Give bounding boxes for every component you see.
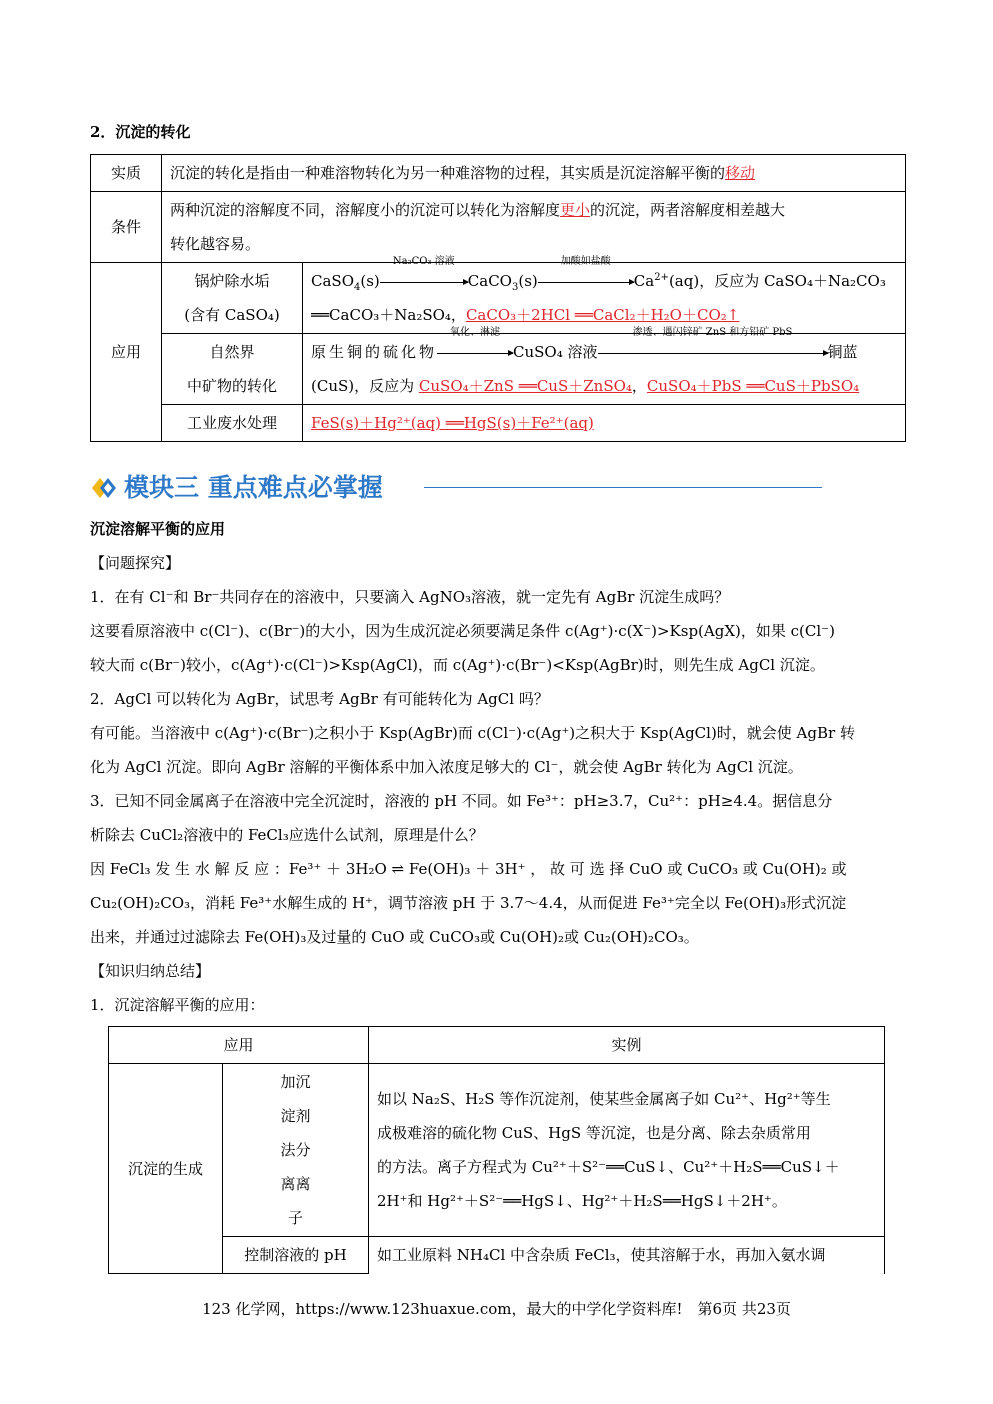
reaction-arrow: 氧化、淋滤 bbox=[437, 335, 513, 369]
header-application: 应用 bbox=[109, 1027, 369, 1064]
boiler-label: 锅炉除水垢 bbox=[194, 272, 270, 290]
mineral-text: 原生铜的硫化物 bbox=[311, 343, 438, 361]
cell-boiler bbox=[162, 263, 303, 334]
condition-text: 两种沉淀的溶解度不同，溶解度小的沉淀可以转化为溶解度 bbox=[170, 201, 561, 219]
cell-mineral bbox=[162, 334, 303, 405]
cell-wastewater: 工业废水处理 bbox=[162, 405, 303, 442]
header-example: 实例 bbox=[369, 1027, 885, 1064]
boiler-eq1: ══CaCO₃＋Na₂SO₄， bbox=[311, 306, 466, 324]
explore-heading: 【问题探究】 bbox=[90, 554, 181, 572]
mineral-text3: 铜蓝 bbox=[827, 343, 858, 361]
answer-1-line2: 较大而 c(Br⁻)较小，c(Ag⁺)·c(Cl⁻)>Ksp(AgCl)，而 c(Ag⁺)·c(Br⁻)<Ksp(AgBr)时，则先生成 AgCl 沉淀。 bbox=[90, 656, 825, 674]
cell-method-example bbox=[369, 1064, 885, 1237]
module-divider bbox=[424, 487, 822, 488]
method-line: 离离 bbox=[280, 1175, 311, 1193]
cell-ph-control: 控制溶液的 pH bbox=[223, 1237, 369, 1274]
cell-method bbox=[223, 1064, 369, 1237]
answer-3-line3: 出来，并通过过滤除去 Fe(OH)₃及过量的 CuO 或 CuCO₃或 Cu(OH)₂或 Cu₂(OH)₂CO₃。 bbox=[90, 928, 699, 946]
method-line: 淀剂 bbox=[280, 1107, 311, 1125]
essence-answer: 移动 bbox=[725, 164, 756, 182]
section-title: 2．沉淀的转化 bbox=[90, 123, 191, 141]
example-line: 2H⁺和 Hg²⁺＋S²⁻══HgS↓、Hg²⁺＋H₂S══HgS↓＋2H⁺。 bbox=[377, 1192, 787, 1210]
page-footer: 123 化学网，https://www.123huaxue.com，最大的中学化学资料库! 第6页 共23页 bbox=[202, 1300, 791, 1318]
mineral-text2: CuSO₄ 溶液 bbox=[513, 343, 598, 361]
summary-item-1: 1．沉淀溶解平衡的应用： bbox=[90, 996, 265, 1014]
cell-head-application: 应用 bbox=[91, 263, 162, 442]
reaction-arrow: 渗透、遇闪锌矿 ZnS 和方铅矿 PbS bbox=[598, 335, 828, 369]
question-2: 2．AgCl 可以转化为 AgBr，试思考 AgBr 有可能转化为 AgCl 吗？ bbox=[90, 690, 549, 708]
method-line: 法分 bbox=[280, 1141, 311, 1159]
condition-text-c: 转化越容易。 bbox=[170, 235, 261, 253]
summary-heading: 【知识归纳总结】 bbox=[90, 962, 211, 980]
boiler-label-sub: (含有 CaSO₄) bbox=[184, 306, 280, 324]
reaction-arrow: Na₂CO₃ 溶液 bbox=[380, 264, 468, 298]
example-line: 如以 Na₂S、H₂S 等作沉淀剂，使某些金属离子如 Cu²⁺、Hg²⁺等生 bbox=[377, 1090, 831, 1108]
cell-ph-example: 如工业原料 NH₄Cl 中含杂质 FeCl₃，使其溶解于水，再加入氨水调 bbox=[369, 1237, 885, 1274]
example-line: 的方法。离子方程式为 Cu²⁺＋S²⁻══CuS↓、Cu²⁺＋H₂S══CuS↓＋ bbox=[377, 1158, 840, 1176]
answer-1-line1: 这要看原溶液中 c(Cl⁻)、c(Br⁻)的大小，因为生成沉淀必须要满足条件 c(Ag⁺)·c(X⁻)>Ksp(AgX)，如果 c(Cl⁻) bbox=[90, 622, 835, 640]
cell-head-condition: 条件 bbox=[91, 192, 162, 263]
example-line: 成极难溶的硫化物 CuS、HgS 等沉淀，也是分离、除去杂质常用 bbox=[377, 1124, 811, 1142]
wastewater-answer: FeS(s)＋Hg²⁺(aq) ══HgS(s)＋Fe²⁺(aq) bbox=[311, 414, 594, 432]
question-1: 1．在有 Cl⁻和 Br⁻共同存在的溶液中，只要滴入 AgNO₃溶液，就一定先有 AgBr 沉淀生成吗？ bbox=[90, 588, 730, 606]
answer-3-line1: 因 FeCl₃ 发 生 水 解 反 应 ：Fe³⁺ ＋ 3H₂O ⇌ Fe(OH)₃ ＋ 3H⁺ ， 故 可 选 择 CuO 或 CuCO₃ 或 Cu(OH)₂ 或 bbox=[90, 860, 847, 878]
mineral-answer2: CuSO₄＋PbS ══CuS＋PbSO₄ bbox=[646, 377, 860, 395]
essence-text: 沉淀的转化是指由一种难溶物转化为另一种难溶物的过程，其实质是沉淀溶解平衡的 bbox=[170, 164, 726, 182]
mineral-label-sub: 中矿物的转化 bbox=[186, 377, 277, 395]
cell-precipitation: 沉淀的生成 bbox=[109, 1064, 223, 1274]
module-title: 模块三 重点难点必掌握 bbox=[124, 473, 383, 502]
answer-3-line2: Cu₂(OH)₂CO₃，消耗 Fe³⁺水解生成的 H⁺，调节溶液 pH 于 3.7～4.4，从而促进 Fe³⁺完全以 Fe(OH)₃形式沉淀 bbox=[90, 894, 847, 912]
cell-mineral-detail: 原生铜的硫化物 氧化、淋滤 CuSO₄ 溶液 渗透、遇闪锌矿 ZnS 和方铅矿 PbS 铜蓝 (CuS)，反应为 CuSO₄＋ZnS ══CuS＋ZnSO₄，CuSO₄＋PbS ══CuS＋PbSO₄ bbox=[303, 334, 906, 405]
cell-boiler-detail: CaSO$_4$(s) Na₂CO₃ 溶液 CaCO$_3$(s) 加酸如盐酸 $Ca^{2+}(aq)$，反应为 CaSO₄＋Na₂CO₃ ══CaCO₃＋Na₂SO₄，CaCO₃＋2HCl ══CaCl₂＋H₂O＋CO₂↑ bbox=[303, 263, 906, 334]
answer-2-line1: 有可能。当溶液中 c(Ag⁺)·c(Br⁻)之积小于 Ksp(AgBr)而 c(Cl⁻)·c(Ag⁺)之积大于 Ksp(AgCl)时，就会使 AgBr 转 bbox=[90, 724, 855, 742]
condition-answer: 更小 bbox=[560, 201, 591, 219]
answer-2-line2: 化为 AgCl 沉淀。即向 AgBr 溶解的平衡体系中加入浓度足够大的 Cl⁻，就会使 AgBr 转化为 AgCl 沉淀。 bbox=[90, 758, 803, 776]
mineral-label: 自然界 bbox=[209, 343, 255, 361]
cell-wastewater-detail bbox=[303, 405, 906, 442]
question-3-line1: 3．已知不同金属离子在溶液中完全沉淀时，溶液的 pH 不同。如 Fe³⁺：pH≥3.7，Cu²⁺：pH≥4.4。据信息分 bbox=[90, 792, 833, 810]
subsection-title: 沉淀溶解平衡的应用 bbox=[90, 520, 226, 538]
cell-head-essence: 实质 bbox=[91, 155, 162, 192]
boiler-answer: CaCO₃＋2HCl ══CaCl₂＋H₂O＋CO₂↑ bbox=[465, 306, 740, 324]
method-line: 加沉 bbox=[280, 1073, 311, 1091]
method-line: 子 bbox=[287, 1209, 303, 1227]
boiler-mid: ，反应为 CaSO₄＋Na₂CO₃ bbox=[699, 272, 886, 290]
question-3-line2: 析除去 CuCl₂溶液中的 FeCl₃应选什么试剂，原理是什么？ bbox=[90, 826, 484, 844]
mineral-answer1: CuSO₄＋ZnS ══CuS＋ZnSO₄ bbox=[418, 377, 632, 395]
application-table bbox=[108, 1026, 885, 1274]
mineral-line2: (CuS)，反应为 bbox=[311, 377, 415, 395]
conversion-table bbox=[90, 154, 906, 442]
condition-text-b: 的沉淀，两者溶解度相差越大 bbox=[590, 201, 786, 219]
cell-essence bbox=[162, 155, 906, 192]
reaction-arrow: 加酸如盐酸 bbox=[538, 264, 634, 298]
cell-condition bbox=[162, 192, 906, 263]
diamond-icon bbox=[92, 474, 120, 502]
